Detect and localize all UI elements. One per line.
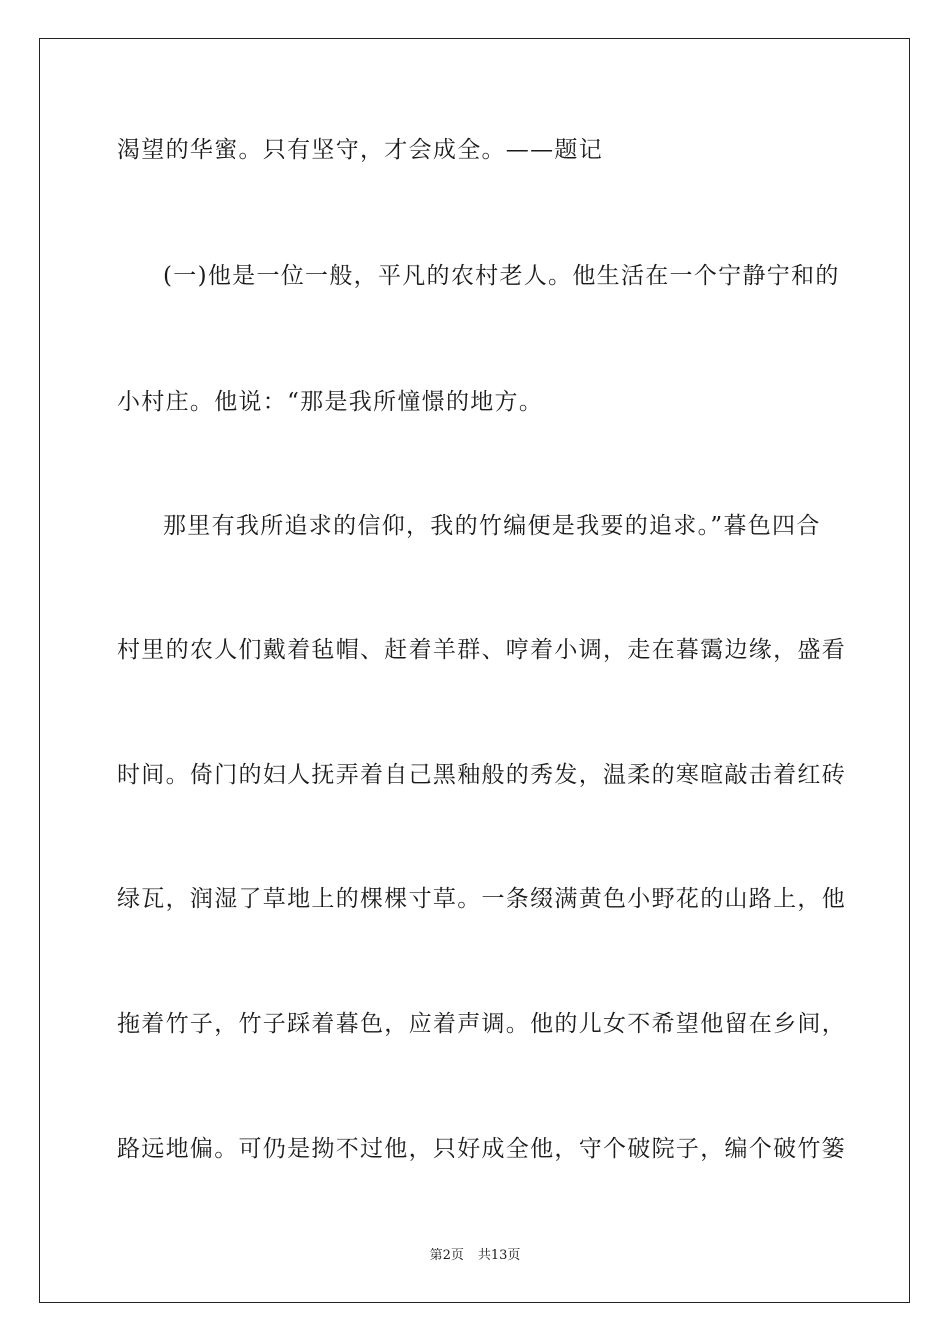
- page-number: 第2页: [429, 1248, 464, 1263]
- body-line-6: 时间。倚门的妇人抚弄着自己黑釉般的秀发，温柔的寒暄敲击着红砖: [117, 762, 846, 788]
- body-line-8: 拖着竹子，竹子踩着暮色，应着声调。他的儿女不希望他留在乡间，: [117, 1011, 846, 1037]
- body-line-4: 那里有我所追求的信仰，我的竹编便是我要的追求。”暮色四合: [163, 513, 821, 539]
- body-line-2: (一)他是一位一般，平凡的农村老人。他生活在一个宁静宁和的: [163, 263, 840, 289]
- page-footer: [0, 1248, 950, 1264]
- body-line-3: 小村庄。他说：“那是我所憧憬的地方。: [117, 389, 544, 415]
- body-line-1: 渴望的华蜜。只有坚守，才会成全。——题记: [117, 137, 603, 163]
- body-line-9: 路远地偏。可仍是拗不过他，只好成全他，守个破院子，编个破竹篓: [117, 1136, 846, 1162]
- page-border: [39, 38, 910, 1303]
- body-line-5: 村里的农人们戴着毡帽、赶着羊群、哼着小调，走在暮霭边缘，盛看: [117, 637, 846, 663]
- body-line-7: 绿瓦，润湿了草地上的棵棵寸草。一条缀满黄色小野花的山路上，他: [117, 886, 846, 912]
- page-total: 共13页: [477, 1248, 521, 1263]
